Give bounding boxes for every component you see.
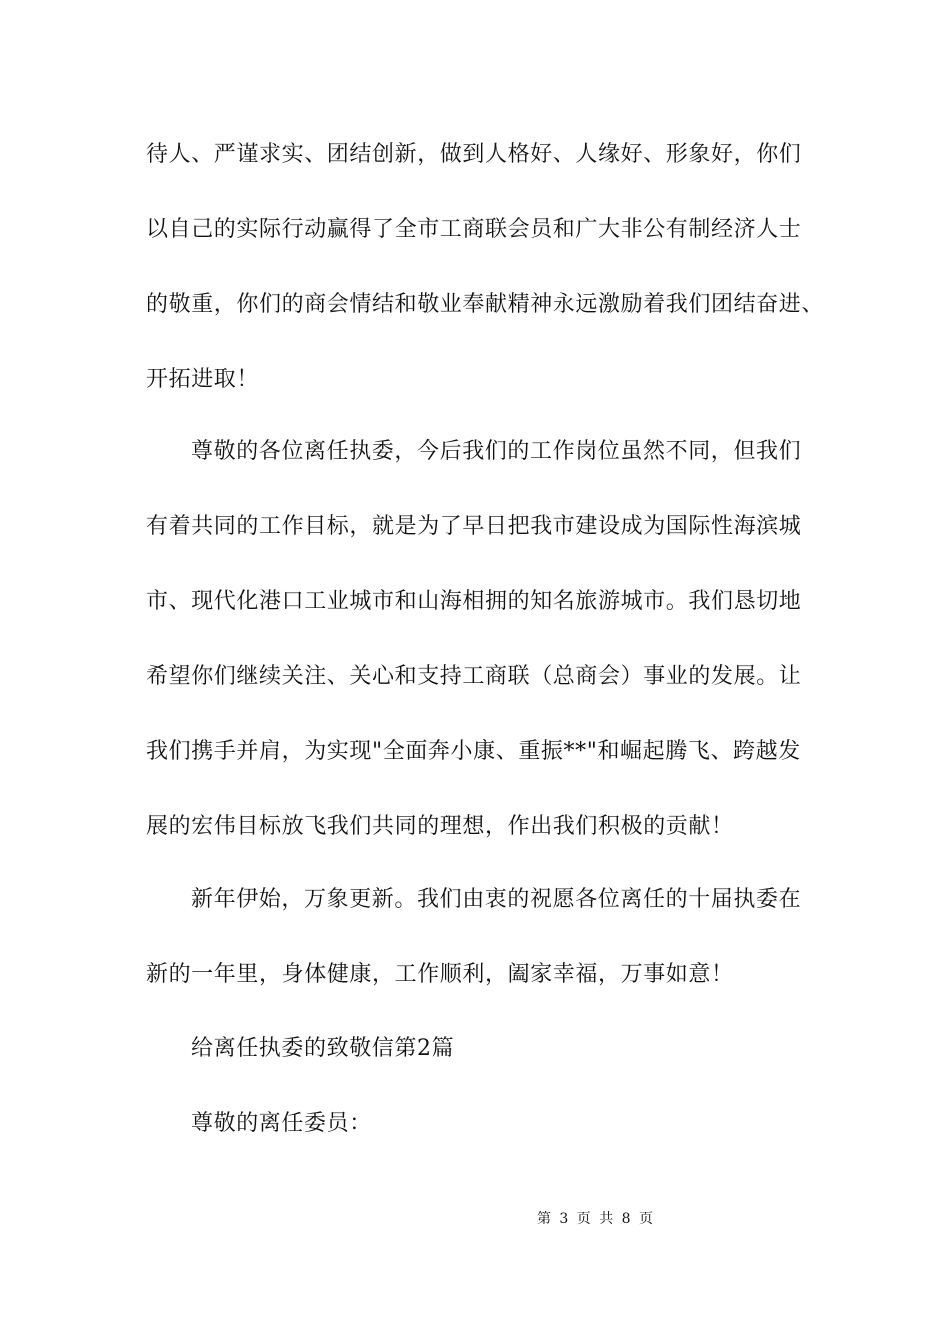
paragraph-2-line-4: 希望你们继续关注、关心和支持工商联（总商会）事业的发展。让 [146, 664, 802, 689]
paragraph-2-line-6: 展的宏伟目标放飞我们共同的理想，作出我们积极的贡献！ [146, 814, 734, 839]
paragraph-1-line-2: 以自己的实际行动赢得了全市工商联会员和广大非公有制经济人士 [146, 217, 802, 242]
paragraph-3-line-1: 新年伊始，万象更新。我们由衷的祝愿各位离任的十届执委在 [191, 887, 802, 912]
paragraph-1-line-3: 的敬重，你们的商会情结和敬业奉献精神永远激励着我们团结奋进、 [146, 292, 825, 317]
salutation: 尊敬的离任委员： [191, 1111, 372, 1136]
section-heading: 给离任执委的致敬信第2篇 [191, 1036, 455, 1061]
paragraph-1-line-1: 待人、严谨求实、团结创新，做到人格好、人缘好、形象好，你们 [146, 142, 802, 167]
paragraph-2-line-5: 我们携手并肩，为实现"全面奔小康、重振**"和崛起腾飞、跨越发 [146, 739, 801, 764]
paragraph-3-line-2: 新的一年里，身体健康，工作顺利，阖家幸福，万事如意！ [146, 962, 734, 987]
paragraph-2-line-2: 有着共同的工作目标，就是为了早日把我市建设成为国际性海滨城 [146, 514, 802, 539]
paragraph-2-line-3: 市、现代化港口工业城市和山海相拥的知名旅游城市。我们恳切地 [146, 589, 802, 614]
page-number-footer: 第 3 页 共 8 页 [536, 1211, 654, 1227]
paragraph-2-line-1: 尊敬的各位离任执委，今后我们的工作岗位虽然不同，但我们 [191, 439, 802, 464]
paragraph-1-line-4: 开拓进取！ [146, 367, 260, 392]
